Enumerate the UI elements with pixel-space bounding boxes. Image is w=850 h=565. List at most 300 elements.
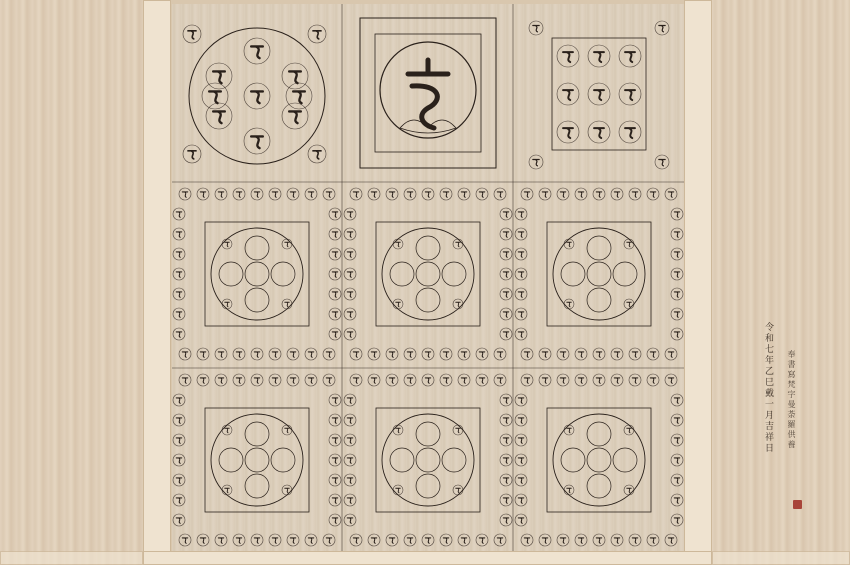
mandala-square bbox=[376, 222, 480, 326]
glyph-stroke bbox=[596, 192, 601, 197]
glyph-stroke bbox=[326, 538, 331, 543]
glyph-circle bbox=[564, 239, 574, 249]
glyph-circle bbox=[404, 348, 416, 360]
inner-circle bbox=[390, 262, 414, 286]
glyph-stroke bbox=[396, 428, 401, 433]
glyph-stroke bbox=[285, 302, 290, 307]
glyph-stroke bbox=[200, 378, 205, 383]
glyph-circle bbox=[173, 474, 185, 486]
glyph-stroke bbox=[225, 428, 230, 433]
glyph-stroke bbox=[497, 192, 502, 197]
glyph-circle bbox=[179, 348, 191, 360]
glyph-circle bbox=[305, 348, 317, 360]
glyph-stroke bbox=[443, 378, 448, 383]
glyph-stroke bbox=[347, 458, 352, 463]
glyph-stroke bbox=[236, 378, 241, 383]
inner-circle bbox=[416, 262, 440, 286]
glyph-stroke bbox=[503, 458, 508, 463]
glyph-stroke bbox=[518, 438, 523, 443]
glyph-circle bbox=[611, 374, 623, 386]
glyph-circle bbox=[404, 374, 416, 386]
inner-circle bbox=[416, 236, 440, 260]
glyph-circle bbox=[557, 121, 579, 143]
glyph-circle bbox=[329, 434, 341, 446]
glyph-stroke bbox=[313, 151, 321, 159]
glyph-circle bbox=[557, 45, 579, 67]
glyph-circle bbox=[440, 374, 452, 386]
glyph-circle bbox=[521, 348, 533, 360]
glyph-stroke bbox=[285, 488, 290, 493]
glyph-stroke bbox=[236, 192, 241, 197]
glyph-circle bbox=[350, 534, 362, 546]
glyph-stroke bbox=[650, 192, 655, 197]
inner-circle bbox=[587, 422, 611, 446]
date-inscription: 令和七年乙巳戴一月吉祥日 bbox=[763, 322, 773, 454]
glyph-circle bbox=[529, 21, 543, 35]
glyph-stroke bbox=[650, 378, 655, 383]
glyph-stroke bbox=[272, 538, 277, 543]
glyph-circle bbox=[244, 128, 270, 154]
glyph-circle bbox=[629, 348, 641, 360]
glyph-stroke bbox=[518, 518, 523, 523]
glyph-stroke bbox=[614, 538, 619, 543]
seal-stamp-icon bbox=[793, 500, 802, 509]
glyph-circle bbox=[515, 268, 527, 280]
glyph-circle bbox=[344, 208, 356, 220]
glyph-stroke bbox=[332, 518, 337, 523]
glyph-stroke bbox=[176, 478, 181, 483]
glyph-circle bbox=[393, 239, 403, 249]
glyph-circle bbox=[575, 188, 587, 200]
glyph-stroke bbox=[225, 242, 230, 247]
glyph-stroke bbox=[578, 378, 583, 383]
glyph-stroke bbox=[674, 498, 679, 503]
glyph-stroke bbox=[518, 312, 523, 317]
glyph-stroke bbox=[567, 302, 572, 307]
glyph-stroke bbox=[456, 488, 461, 493]
glyph-stroke bbox=[674, 312, 679, 317]
glyph-circle bbox=[671, 288, 683, 300]
glyph-stroke bbox=[251, 91, 263, 103]
glyph-circle bbox=[458, 374, 470, 386]
glyph-circle bbox=[619, 45, 641, 67]
glyph-circle bbox=[305, 534, 317, 546]
glyph-circle bbox=[344, 308, 356, 320]
glyph-stroke bbox=[563, 128, 573, 138]
glyph-circle bbox=[282, 63, 308, 89]
glyph-circle bbox=[287, 374, 299, 386]
inner-circle bbox=[271, 448, 295, 472]
glyph-stroke bbox=[674, 332, 679, 337]
glyph-circle bbox=[440, 534, 452, 546]
glyph-stroke bbox=[668, 352, 673, 357]
glyph-stroke bbox=[503, 518, 508, 523]
glyph-circle bbox=[173, 414, 185, 426]
glyph-stroke bbox=[326, 378, 331, 383]
glyph-circle bbox=[557, 534, 569, 546]
glyph-stroke bbox=[347, 478, 352, 483]
inner-circle bbox=[587, 262, 611, 286]
glyph-stroke bbox=[407, 538, 412, 543]
glyph-circle bbox=[422, 188, 434, 200]
glyph-stroke bbox=[347, 498, 352, 503]
mandala-square bbox=[547, 222, 651, 326]
glyph-stroke bbox=[347, 212, 352, 217]
glyph-circle bbox=[215, 348, 227, 360]
glyph-stroke bbox=[176, 312, 181, 317]
glyph-circle bbox=[308, 25, 326, 43]
glyph-stroke bbox=[347, 292, 352, 297]
glyph-stroke bbox=[674, 232, 679, 237]
glyph-stroke bbox=[200, 352, 205, 357]
glyph-circle bbox=[515, 228, 527, 240]
glyph-circle bbox=[197, 348, 209, 360]
inner-circle bbox=[613, 262, 637, 286]
glyph-stroke bbox=[567, 488, 572, 493]
glyph-stroke bbox=[627, 488, 632, 493]
glyph-stroke bbox=[236, 352, 241, 357]
left-floor-rail bbox=[0, 551, 143, 565]
glyph-circle bbox=[173, 328, 185, 340]
glyph-stroke bbox=[332, 418, 337, 423]
glyph-circle bbox=[287, 348, 299, 360]
glyph-circle bbox=[393, 299, 403, 309]
mandala-square bbox=[205, 222, 309, 326]
glyph-circle bbox=[515, 328, 527, 340]
glyph-circle bbox=[269, 374, 281, 386]
glyph-stroke bbox=[503, 292, 508, 297]
glyph-circle bbox=[197, 188, 209, 200]
glyph-circle bbox=[222, 299, 232, 309]
glyph-circle bbox=[539, 374, 551, 386]
glyph-circle bbox=[173, 208, 185, 220]
glyph-stroke bbox=[614, 352, 619, 357]
inner-circle bbox=[561, 262, 585, 286]
glyph-circle bbox=[500, 434, 512, 446]
glyph-circle bbox=[329, 328, 341, 340]
glyph-circle bbox=[173, 228, 185, 240]
glyph-stroke bbox=[176, 518, 181, 523]
glyph-stroke bbox=[567, 242, 572, 247]
glyph-stroke bbox=[542, 538, 547, 543]
glyph-circle bbox=[282, 103, 308, 129]
glyph-stroke bbox=[524, 538, 529, 543]
glyph-stroke bbox=[272, 192, 277, 197]
inner-circle bbox=[587, 448, 611, 472]
glyph-circle bbox=[453, 299, 463, 309]
glyph-circle bbox=[665, 534, 677, 546]
glyph-circle bbox=[344, 268, 356, 280]
glyph-stroke bbox=[285, 242, 290, 247]
glyph-stroke bbox=[632, 538, 637, 543]
glyph-circle bbox=[173, 288, 185, 300]
glyph-circle bbox=[344, 288, 356, 300]
glyph-stroke bbox=[650, 538, 655, 543]
glyph-stroke bbox=[560, 538, 565, 543]
left-frame-post bbox=[143, 0, 171, 565]
central-siddham-glyph-icon bbox=[408, 60, 448, 128]
glyph-stroke bbox=[332, 458, 337, 463]
glyph-stroke bbox=[503, 418, 508, 423]
glyph-circle bbox=[655, 21, 669, 35]
glyph-circle bbox=[671, 228, 683, 240]
glyph-stroke bbox=[389, 538, 394, 543]
glyph-circle bbox=[323, 374, 335, 386]
glyph-circle bbox=[206, 63, 232, 89]
glyph-stroke bbox=[389, 352, 394, 357]
glyph-circle bbox=[500, 248, 512, 260]
glyph-circle bbox=[476, 188, 488, 200]
glyph-circle bbox=[422, 374, 434, 386]
glyph-circle bbox=[344, 514, 356, 526]
glyph-stroke bbox=[218, 192, 223, 197]
glyph-stroke bbox=[176, 498, 181, 503]
glyph-circle bbox=[671, 328, 683, 340]
inner-circle bbox=[245, 448, 269, 472]
glyph-stroke bbox=[308, 538, 313, 543]
glyph-circle bbox=[624, 485, 634, 495]
inner-square bbox=[375, 34, 481, 152]
glyph-circle bbox=[282, 299, 292, 309]
glyph-stroke bbox=[627, 428, 632, 433]
glyph-circle bbox=[287, 534, 299, 546]
right-wood-wall bbox=[712, 0, 850, 565]
glyph-circle bbox=[539, 188, 551, 200]
glyph-stroke bbox=[353, 192, 358, 197]
glyph-circle bbox=[515, 308, 527, 320]
glyph-circle bbox=[494, 534, 506, 546]
glyph-stroke bbox=[456, 302, 461, 307]
glyph-circle bbox=[539, 534, 551, 546]
glyph-stroke bbox=[518, 498, 523, 503]
glyph-stroke bbox=[503, 272, 508, 277]
glyph-circle bbox=[323, 348, 335, 360]
glyph-stroke bbox=[347, 272, 352, 277]
inner-circle bbox=[442, 448, 466, 472]
glyph-stroke bbox=[560, 192, 565, 197]
glyph-circle bbox=[593, 374, 605, 386]
glyph-circle bbox=[671, 248, 683, 260]
glyph-stroke bbox=[332, 212, 337, 217]
glyph-stroke bbox=[596, 352, 601, 357]
glyph-stroke bbox=[443, 538, 448, 543]
glyph-circle bbox=[500, 268, 512, 280]
glyph-stroke bbox=[332, 478, 337, 483]
glyph-circle bbox=[329, 228, 341, 240]
inner-circle bbox=[587, 236, 611, 260]
glyph-stroke bbox=[332, 292, 337, 297]
glyph-stroke bbox=[396, 302, 401, 307]
glyph-circle bbox=[593, 534, 605, 546]
glyph-stroke bbox=[176, 418, 181, 423]
glyph-circle bbox=[404, 188, 416, 200]
glyph-circle bbox=[665, 374, 677, 386]
glyph-circle bbox=[329, 268, 341, 280]
glyph-circle bbox=[282, 485, 292, 495]
glyph-circle bbox=[251, 534, 263, 546]
glyph-stroke bbox=[389, 192, 394, 197]
glyph-stroke bbox=[563, 52, 573, 62]
glyph-stroke bbox=[533, 26, 539, 32]
glyph-circle bbox=[629, 374, 641, 386]
glyph-stroke bbox=[225, 488, 230, 493]
inner-circle bbox=[390, 448, 414, 472]
glyph-circle bbox=[458, 534, 470, 546]
glyph-circle bbox=[179, 188, 191, 200]
glyph-circle bbox=[329, 454, 341, 466]
glyph-stroke bbox=[503, 438, 508, 443]
bottom-frame-rail bbox=[143, 551, 712, 565]
glyph-stroke bbox=[542, 378, 547, 383]
glyph-circle bbox=[344, 328, 356, 340]
glyph-circle bbox=[173, 308, 185, 320]
glyph-circle bbox=[244, 38, 270, 64]
glyph-stroke bbox=[188, 151, 196, 159]
glyph-circle bbox=[671, 268, 683, 280]
glyph-stroke bbox=[313, 31, 321, 39]
glyph-circle bbox=[624, 299, 634, 309]
glyph-stroke bbox=[674, 398, 679, 403]
glyph-stroke bbox=[497, 352, 502, 357]
inner-circle bbox=[219, 448, 243, 472]
glyph-circle bbox=[671, 474, 683, 486]
glyph-circle bbox=[215, 534, 227, 546]
glyph-circle bbox=[350, 374, 362, 386]
glyph-stroke bbox=[456, 242, 461, 247]
glyph-circle bbox=[453, 485, 463, 495]
glyph-circle bbox=[515, 474, 527, 486]
left-wood-wall bbox=[0, 0, 143, 565]
glyph-circle bbox=[233, 374, 245, 386]
glyph-stroke bbox=[218, 538, 223, 543]
glyph-stroke bbox=[353, 378, 358, 383]
glyph-circle bbox=[665, 188, 677, 200]
glyph-stroke bbox=[188, 31, 196, 39]
glyph-circle bbox=[251, 374, 263, 386]
glyph-stroke bbox=[497, 538, 502, 543]
glyph-stroke bbox=[176, 212, 181, 217]
glyph-circle bbox=[611, 188, 623, 200]
glyph-circle bbox=[233, 188, 245, 200]
glyph-circle bbox=[344, 414, 356, 426]
glyph-circle bbox=[453, 425, 463, 435]
glyph-stroke bbox=[443, 192, 448, 197]
glyph-stroke bbox=[578, 192, 583, 197]
glyph-stroke bbox=[332, 498, 337, 503]
glyph-stroke bbox=[371, 192, 376, 197]
glyph-circle bbox=[269, 348, 281, 360]
glyph-stroke bbox=[461, 538, 466, 543]
glyph-stroke bbox=[668, 538, 673, 543]
glyph-circle bbox=[515, 434, 527, 446]
glyph-stroke bbox=[503, 478, 508, 483]
inner-circle bbox=[442, 262, 466, 286]
glyph-circle bbox=[575, 534, 587, 546]
glyph-circle bbox=[305, 188, 317, 200]
glyph-circle bbox=[671, 434, 683, 446]
glyph-stroke bbox=[293, 91, 305, 103]
glyph-stroke bbox=[674, 478, 679, 483]
glyph-stroke bbox=[407, 352, 412, 357]
glyph-stroke bbox=[524, 192, 529, 197]
glyph-circle bbox=[329, 288, 341, 300]
glyph-stroke bbox=[332, 398, 337, 403]
glyph-stroke bbox=[614, 192, 619, 197]
glyph-circle bbox=[206, 103, 232, 129]
glyph-stroke bbox=[254, 538, 259, 543]
glyph-stroke bbox=[425, 378, 430, 383]
glyph-circle bbox=[173, 268, 185, 280]
glyph-circle bbox=[515, 394, 527, 406]
glyph-circle bbox=[521, 374, 533, 386]
glyph-stroke bbox=[627, 302, 632, 307]
glyph-stroke bbox=[332, 252, 337, 257]
glyph-circle bbox=[173, 434, 185, 446]
glyph-stroke bbox=[176, 398, 181, 403]
glyph-circle bbox=[500, 228, 512, 240]
glyph-circle bbox=[629, 534, 641, 546]
glyph-stroke bbox=[200, 192, 205, 197]
glyph-circle bbox=[557, 188, 569, 200]
mandala-board bbox=[172, 4, 684, 551]
glyph-stroke bbox=[182, 378, 187, 383]
glyph-stroke bbox=[533, 160, 539, 166]
glyph-stroke bbox=[518, 292, 523, 297]
glyph-stroke bbox=[503, 498, 508, 503]
glyph-stroke bbox=[200, 538, 205, 543]
glyph-stroke bbox=[290, 538, 295, 543]
glyph-circle bbox=[344, 228, 356, 240]
glyph-stroke bbox=[503, 332, 508, 337]
glyph-circle bbox=[515, 288, 527, 300]
glyph-circle bbox=[179, 534, 191, 546]
glyph-stroke bbox=[518, 398, 523, 403]
glyph-circle bbox=[197, 534, 209, 546]
glyph-stroke bbox=[209, 91, 221, 103]
glyph-stroke bbox=[236, 538, 241, 543]
mandala-square bbox=[376, 408, 480, 512]
glyph-stroke bbox=[371, 538, 376, 543]
glyph-stroke bbox=[326, 192, 331, 197]
glyph-stroke bbox=[308, 192, 313, 197]
glyph-stroke bbox=[332, 312, 337, 317]
glyph-circle bbox=[671, 208, 683, 220]
inner-circle bbox=[245, 474, 269, 498]
inner-circle bbox=[245, 288, 269, 312]
glyph-circle bbox=[529, 155, 543, 169]
glyph-circle bbox=[215, 374, 227, 386]
glyph-circle bbox=[329, 494, 341, 506]
glyph-circle bbox=[404, 534, 416, 546]
glyph-stroke bbox=[326, 352, 331, 357]
glyph-stroke bbox=[396, 488, 401, 493]
glyph-stroke bbox=[461, 192, 466, 197]
glyph-circle bbox=[557, 83, 579, 105]
glyph-stroke bbox=[289, 71, 301, 83]
glyph-circle bbox=[173, 248, 185, 260]
glyph-stroke bbox=[674, 418, 679, 423]
glyph-stroke bbox=[560, 378, 565, 383]
glyph-circle bbox=[500, 288, 512, 300]
glyph-stroke bbox=[479, 352, 484, 357]
glyph-circle bbox=[386, 534, 398, 546]
glyph-circle bbox=[222, 485, 232, 495]
glyph-stroke bbox=[497, 378, 502, 383]
glyph-circle bbox=[183, 145, 201, 163]
glyph-circle bbox=[619, 121, 641, 143]
glyph-circle bbox=[500, 494, 512, 506]
glyph-stroke bbox=[632, 192, 637, 197]
